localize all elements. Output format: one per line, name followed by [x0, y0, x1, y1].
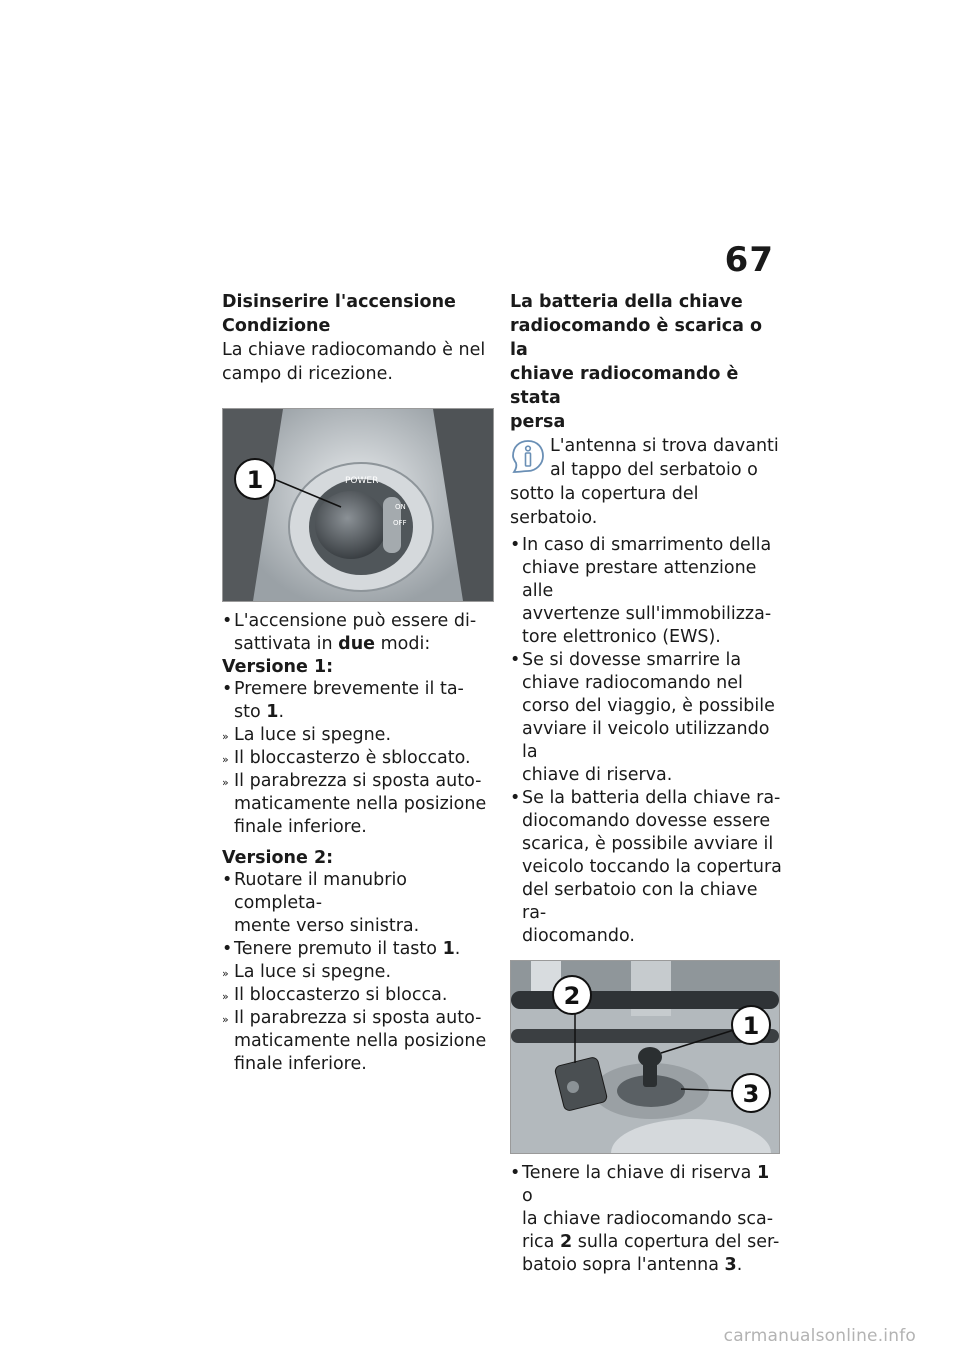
info-icon — [510, 438, 546, 474]
left-column — [222, 290, 494, 1076]
info-bullets — [510, 534, 782, 948]
section-heading: Disinserire l'accensione — [222, 292, 456, 312]
list-item: • Se la batteria della chiave ra- diocomando dovesse essere scarica, è possibile avviare il veicolo toccando la copertura del serbatoio con la chiave ra- diocomando. — [510, 788, 782, 946]
result-item: » Il bloccasterzo si blocca. — [222, 985, 448, 1005]
result-item: » Il parabrezza si sposta auto- maticamente nella posizione finale inferiore. — [222, 771, 487, 837]
version-2-title: Versione 2: — [222, 848, 334, 868]
on-label: ON — [395, 503, 406, 511]
off-label: OFF — [393, 519, 407, 527]
version-1-title: Versione 1: — [222, 657, 334, 677]
result-item: » Il bloccasterzo è sbloccato. — [222, 748, 471, 768]
result-item: » La luce si spegne. — [222, 725, 392, 745]
list-item: • Premere brevemente il ta- sto 1. — [222, 679, 464, 722]
section-heading: La batteria della chiave radiocomando è scarica o la chiave radiocomando è stata persa — [510, 292, 763, 432]
power-label: POWER — [345, 476, 379, 486]
info-note — [510, 434, 782, 530]
note-text: al tappo del serbatoio o — [550, 460, 758, 480]
spare-key-figure — [510, 960, 780, 1154]
callout-1: 1 — [742, 1012, 760, 1040]
right-column — [510, 290, 782, 1277]
callout-3: 3 — [742, 1080, 760, 1108]
watermark: carmanualsonline.info — [723, 1326, 916, 1346]
result-item: » La luce si spegne. — [222, 962, 392, 982]
list-item: • In caso di smarrimento della chiave prestare attenzione alle avvertenze sull'immobilizza- tore elettronico (EWS). — [510, 535, 772, 647]
list-item: • Ruotare il manubrio completa- mente verso sinistra. — [222, 870, 420, 936]
note-text: sotto la copertura del serbatoio. — [510, 484, 699, 528]
condition-text-line: campo di ricezione. — [222, 364, 393, 384]
callout-1: 1 — [246, 466, 264, 494]
list-item: • Tenere la chiave di riserva 1 o la chiave radiocomando sca- rica 2 sulla copertura del ser- batoio sopra l'antenna 3. — [510, 1163, 780, 1275]
intro-list — [222, 610, 494, 656]
version-1-steps — [222, 678, 494, 839]
callout-2: 2 — [563, 982, 581, 1010]
list-item: • L'accensione può essere di- sattivata in due modi: — [222, 611, 477, 654]
ignition-switch-figure — [222, 408, 494, 602]
note-text: L'antenna si trova davanti — [550, 436, 779, 456]
final-step — [510, 1162, 782, 1277]
condition-heading: Condizione — [222, 316, 331, 336]
result-item: » Il parabrezza si sposta auto- maticamente nella posizione finale inferiore. — [222, 1008, 487, 1074]
page-number: 67 — [724, 240, 774, 280]
list-item: • Se si dovesse smarrire la chiave radiocomando nel corso del viaggio, è possibile avviare il veicolo utilizzando la chiave di riserva. — [510, 650, 775, 785]
list-item: • Tenere premuto il tasto 1. — [222, 939, 461, 959]
version-2-steps — [222, 869, 494, 1076]
condition-text-line: La chiave radiocomando è nel — [222, 340, 486, 360]
